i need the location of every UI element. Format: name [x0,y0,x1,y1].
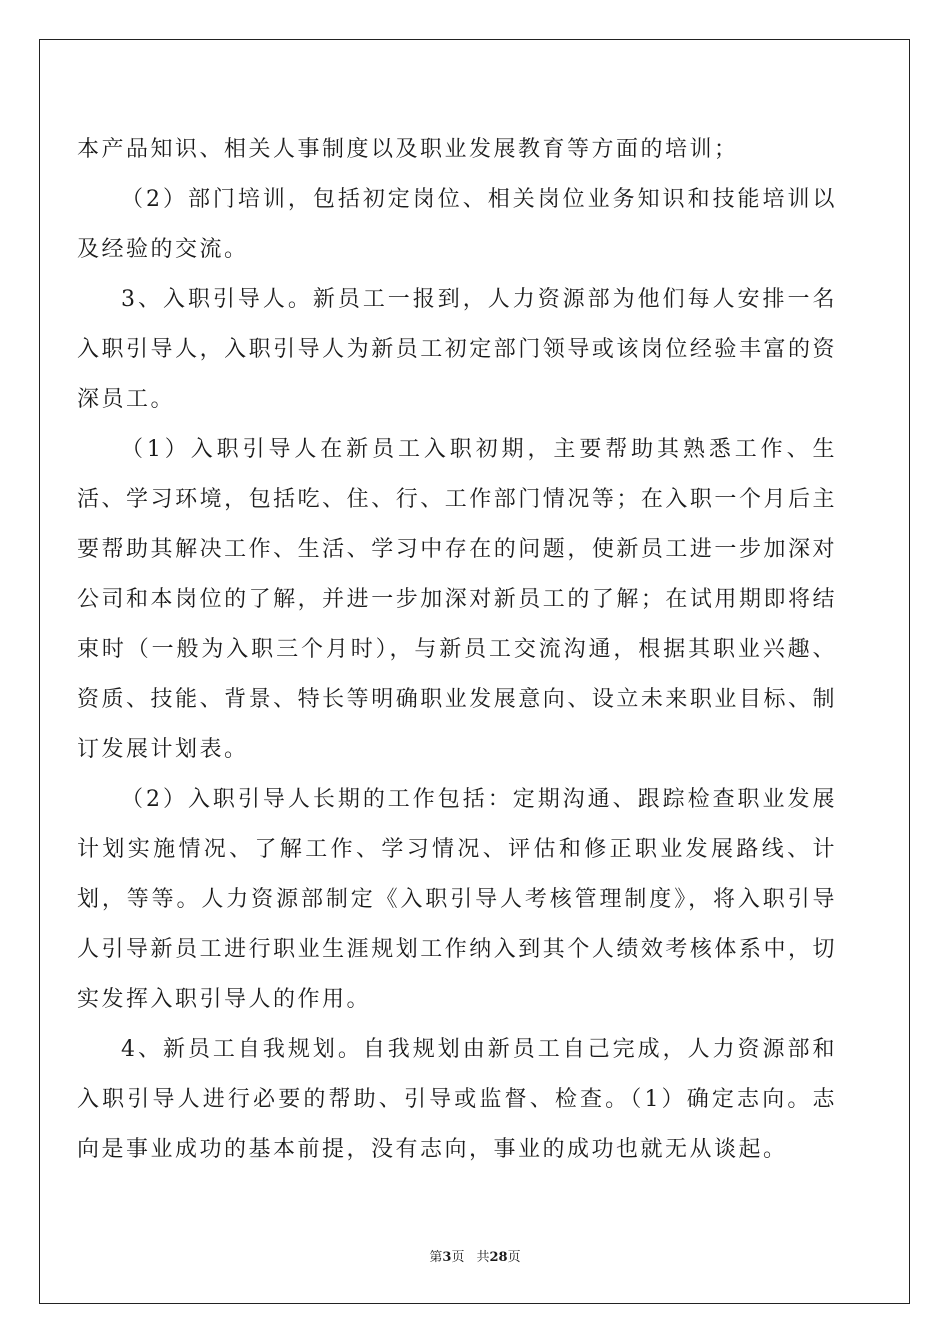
page-number: 3 [442,1250,452,1265]
paragraph-5: （2）入职引导人长期的工作包括：定期沟通、跟踪检查职业发展计划实施情况、了解工作、学习情况、评估和修正职业发展路线、计划，等等。人力资源部制定《入职引导人考核管理制度》，将入职引导人引导新员工进行职业生涯规划工作纳入到其个人绩效考核体系中，切实发挥入职引导人的作用。 [77,787,837,1012]
paragraph-4: （1）入职引导人在新员工入职初期，主要帮助其熟悉工作、生活、学习环境，包括吃、住、行、工作部门情况等；在入职一个月后主要帮助其解决工作、生活、学习中存在的问题，使新员工进一步加深对公司和本岗位的了解，并进一步加深对新员工的了解；在试用期即将结束时（一般为入职三个月时），与新员工交流沟通，根据其职业兴趣、资质、技能、背景、特长等明确职业发展意向、设立未来职业目标、制订发展计划表。 [77,437,837,762]
document-body [77,125,837,1175]
page-footer [0,1246,950,1265]
total-suffix: 页 [507,1250,521,1265]
total-prefix: 共 [476,1250,490,1265]
paragraph-6: 4、新员工自我规划。自我规划由新员工自己完成，人力资源部和入职引导人进行必要的帮助、引导或监督、检查。（1）确定志向。志向是事业成功的基本前提，没有志向，事业的成功也就无从谈起。 [77,1037,837,1162]
page-suffix: 页 [451,1250,465,1265]
paragraph-2: （2）部门培训，包括初定岗位、相关岗位业务知识和技能培训以及经验的交流。 [77,187,837,262]
paragraph-1: 本产品知识、相关人事制度以及职业发展教育等方面的培训； [77,137,739,162]
paragraph-3: 3、入职引导人。新员工一报到，人力资源部为他们每人安排一名入职引导人，入职引导人为新员工初定部门领导或该岗位经验丰富的资深员工。 [77,287,837,412]
page-prefix: 第 [429,1250,443,1265]
total-pages: 28 [489,1250,508,1265]
